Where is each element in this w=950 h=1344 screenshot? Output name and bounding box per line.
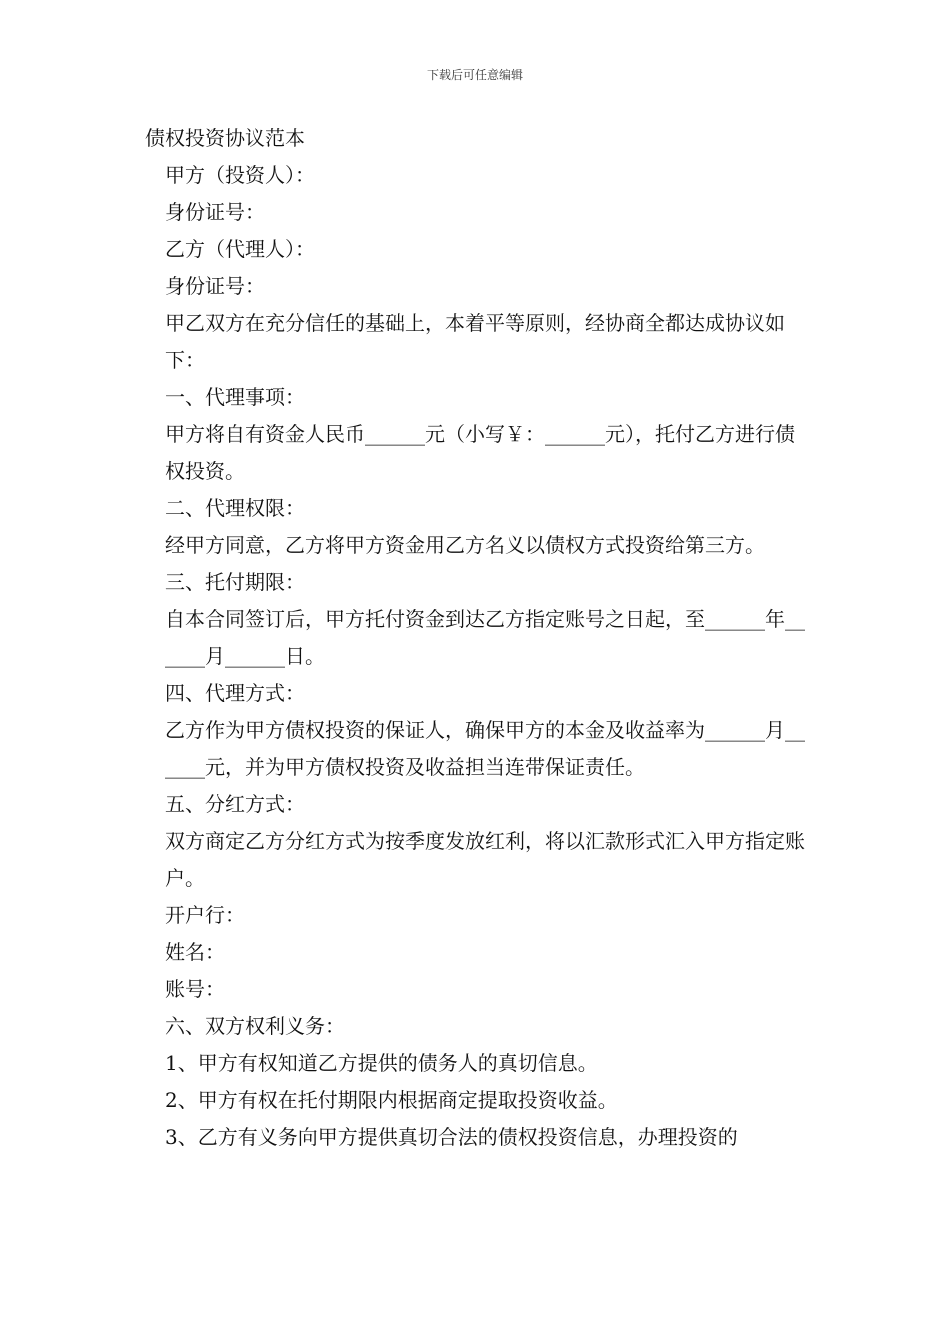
document-lines	[145, 157, 810, 1156]
document-paragraph: 开户行：	[165, 903, 245, 927]
document-paragraph: 甲方将自有资金人民币______元（小写￥：______元），托付乙方进行债权投资。	[165, 422, 795, 483]
document-paragraph: 3、乙方有义务向甲方提供真切合法的债权投资信息，办理投资的	[165, 1125, 738, 1149]
document-paragraph: 账号：	[165, 977, 225, 1001]
document-paragraph: 姓名：	[165, 940, 225, 964]
document-paragraph: 1、甲方有权知道乙方提供的债务人的真切信息。	[165, 1051, 598, 1075]
document-paragraph: 甲方（投资人）：	[165, 163, 315, 187]
document-body	[145, 120, 810, 1156]
document-paragraph: 双方商定乙方分红方式为按季度发放红利，将以汇款形式汇入甲方指定账户。	[165, 829, 805, 890]
document-paragraph: 一、代理事项：	[165, 385, 305, 409]
document-paragraph: 三、托付期限：	[165, 570, 305, 594]
document-paragraph: 自本合同签订后，甲方托付资金到达乙方指定账号之日起，至______年______月______日。	[165, 607, 805, 668]
document-paragraph: 乙方（代理人）：	[165, 237, 315, 261]
document-title: 债权投资协议范本	[145, 126, 305, 150]
document-paragraph: 经甲方同意，乙方将甲方资金用乙方名义以债权方式投资给第三方。	[165, 533, 765, 557]
document-paragraph: 身份证号：	[165, 274, 265, 298]
header-note: 下载后可任意编辑	[426, 68, 523, 82]
document-paragraph: 2、甲方有权在托付期限内根据商定提取投资收益。	[165, 1088, 618, 1112]
document-paragraph: 六、双方权利义务：	[165, 1014, 345, 1038]
document-paragraph: 甲乙双方在充分信任的基础上，本着平等原则，经协商全都达成协议如下：	[165, 311, 785, 372]
document-paragraph: 乙方作为甲方债权投资的保证人，确保甲方的本金及收益率为______月______元，并为甲方债权投资及收益担当连带保证责任。	[165, 718, 805, 779]
document-paragraph: 五、分红方式：	[165, 792, 305, 816]
document-paragraph: 二、代理权限：	[165, 496, 305, 520]
document-paragraph: 四、代理方式：	[165, 681, 305, 705]
document-paragraph: 身份证号：	[165, 200, 265, 224]
